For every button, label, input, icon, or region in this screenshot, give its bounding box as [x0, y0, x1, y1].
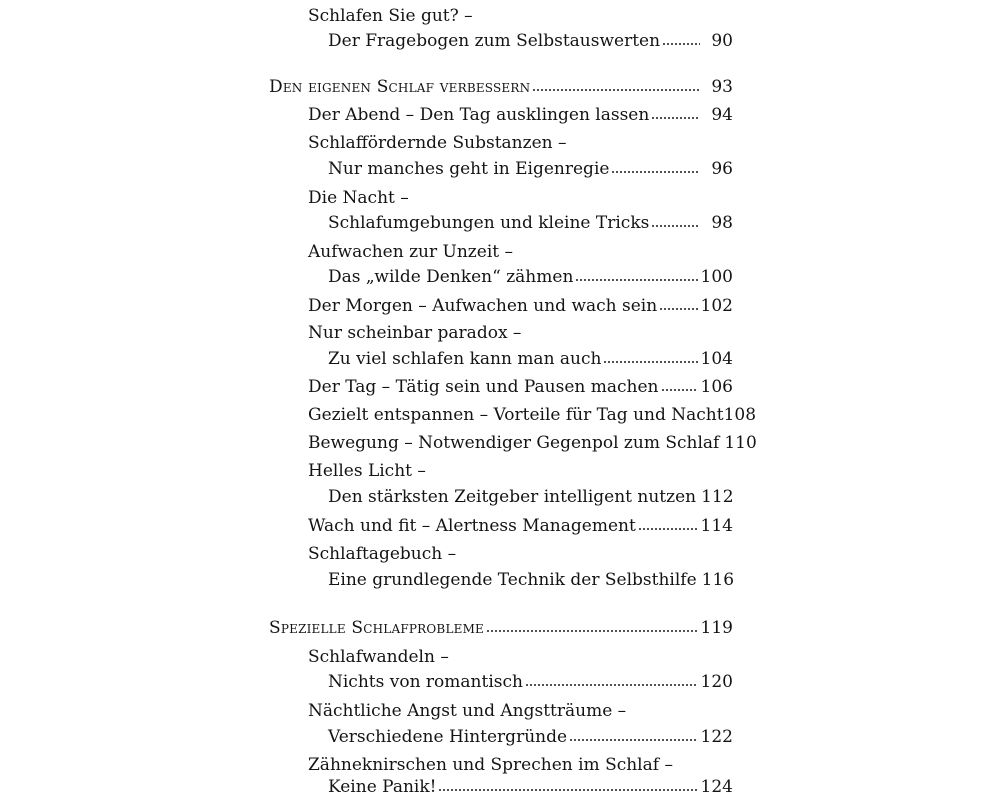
toc-entry-text: Das „wilde Denken“ zähmen: [328, 267, 574, 287]
toc-entry: [308, 293, 733, 319]
toc-entry: [308, 185, 733, 211]
toc-page-number: 122: [700, 727, 733, 747]
toc-entry-text: Wach und fit – Alertness Management: [308, 516, 636, 536]
toc-entry-text: Schlafumgebungen und kleine Tricks: [328, 213, 650, 233]
section-title: Den eigenen Schlaf verbessern: [269, 77, 531, 97]
toc-entry-text: Bewegung – Notwendiger Gegenpol zum Schlaf: [308, 433, 720, 453]
leader-dots: [438, 787, 697, 793]
toc-entry-text: Die Nacht –: [308, 188, 409, 208]
leader-dots: [661, 387, 698, 393]
toc-page-number: 98: [711, 213, 733, 233]
toc-page-number: 108: [723, 405, 757, 425]
toc-entry: [308, 458, 733, 484]
toc-page-number: 119: [700, 618, 733, 638]
toc-section-heading: [269, 615, 733, 641]
toc-entry-text: Gezielt entspannen – Vorteile für Tag und Nacht: [308, 405, 724, 425]
toc-entry-text: Verschiedene Hintergründe: [328, 727, 568, 747]
leader-dots: [662, 41, 700, 47]
toc-entry-text: Schlaftagebuch –: [308, 544, 457, 564]
leader-dots: [651, 115, 700, 121]
leader-dots: [603, 359, 697, 365]
toc-page-number: 102: [700, 296, 733, 316]
leader-dots: [638, 526, 698, 532]
leader-dots: [486, 628, 698, 634]
toc-page-number: 106: [700, 377, 733, 397]
toc-entry: [328, 28, 733, 54]
toc-entry-text: Nur manches geht in Eigenregie: [328, 159, 610, 179]
toc-entry: [328, 346, 733, 372]
toc-entry: [328, 724, 733, 750]
toc-entry: [328, 669, 733, 695]
toc-entry-text: Zu viel schlafen kann man auch: [328, 349, 602, 369]
toc-entry-text: Der Tag – Tätig sein und Pausen machen: [308, 377, 659, 397]
toc-entry: [328, 774, 733, 800]
toc-page-number: 112: [701, 487, 734, 507]
toc-entry-text: Den stärksten Zeitgeber intelligent nutzen: [328, 487, 697, 507]
toc-entry-text: Nichts von romantisch: [328, 672, 523, 692]
toc-entry-text: Keine Panik!: [328, 777, 437, 797]
toc-page-number: 124: [700, 777, 733, 797]
toc-page-number: 96: [711, 159, 733, 179]
toc-page-number: 93: [711, 77, 733, 97]
leader-dots: [659, 306, 697, 312]
toc-entry-text: Schlafwandeln –: [308, 647, 449, 667]
leader-dots: [575, 277, 697, 283]
toc-entry-text: Zähneknirschen und Sprechen im Schlaf –: [308, 755, 673, 775]
toc-entry-text: Der Morgen – Aufwachen und wach sein: [308, 296, 658, 316]
toc-entry: [328, 567, 733, 593]
toc-entry: [328, 264, 733, 290]
leader-dots: [532, 87, 700, 93]
toc-section-heading: [269, 74, 733, 100]
leader-dots: [569, 737, 698, 743]
toc-page-number: 104: [700, 349, 733, 369]
toc-entry-text: Schlaffördernde Substanzen –: [308, 133, 567, 153]
toc-entry-text: Aufwachen zur Unzeit –: [308, 242, 513, 262]
toc-entry: [308, 541, 733, 567]
toc-entry: [308, 644, 733, 670]
toc-entry-text: Der Fragebogen zum Selbstauswerten: [328, 31, 661, 51]
toc-page-number: 116: [701, 570, 735, 590]
toc-entry: [308, 374, 733, 400]
toc-entry: [308, 402, 757, 428]
toc-entry: [328, 484, 733, 510]
toc-entry-text: Eine grundlegende Technik der Selbsthilfe: [328, 570, 697, 590]
toc-page-number: 114: [700, 516, 733, 536]
toc-entry-text: Helles Licht –: [308, 461, 426, 481]
toc-entry: [308, 3, 733, 29]
toc-entry-text: Nur scheinbar paradox –: [308, 323, 522, 343]
toc-entry: [308, 430, 757, 456]
toc-entry: [308, 239, 733, 265]
toc-entry: [328, 210, 733, 236]
toc-entry-text: Der Abend – Den Tag ausklingen lassen: [308, 105, 650, 125]
toc-entry: [328, 156, 733, 182]
toc-page-number: 94: [711, 105, 733, 125]
toc-entry-text: Schlafen Sie gut? –: [308, 6, 473, 26]
toc-entry: [308, 102, 733, 128]
toc-page-number: 120: [700, 672, 733, 692]
toc-page-number: 110: [724, 433, 757, 453]
leader-dots: [611, 169, 700, 175]
toc-page-number: 90: [711, 31, 733, 51]
section-title: Spezielle Schlafprobleme: [269, 618, 485, 638]
toc-entry: [308, 513, 733, 539]
toc-entry-text: Nächtliche Angst und Angstträume –: [308, 701, 627, 721]
leader-dots: [651, 223, 700, 229]
toc-entry: [308, 698, 733, 724]
toc-entry: [308, 130, 733, 156]
toc-entry: [308, 320, 733, 346]
leader-dots: [525, 682, 698, 688]
toc-page-number: 100: [700, 267, 733, 287]
